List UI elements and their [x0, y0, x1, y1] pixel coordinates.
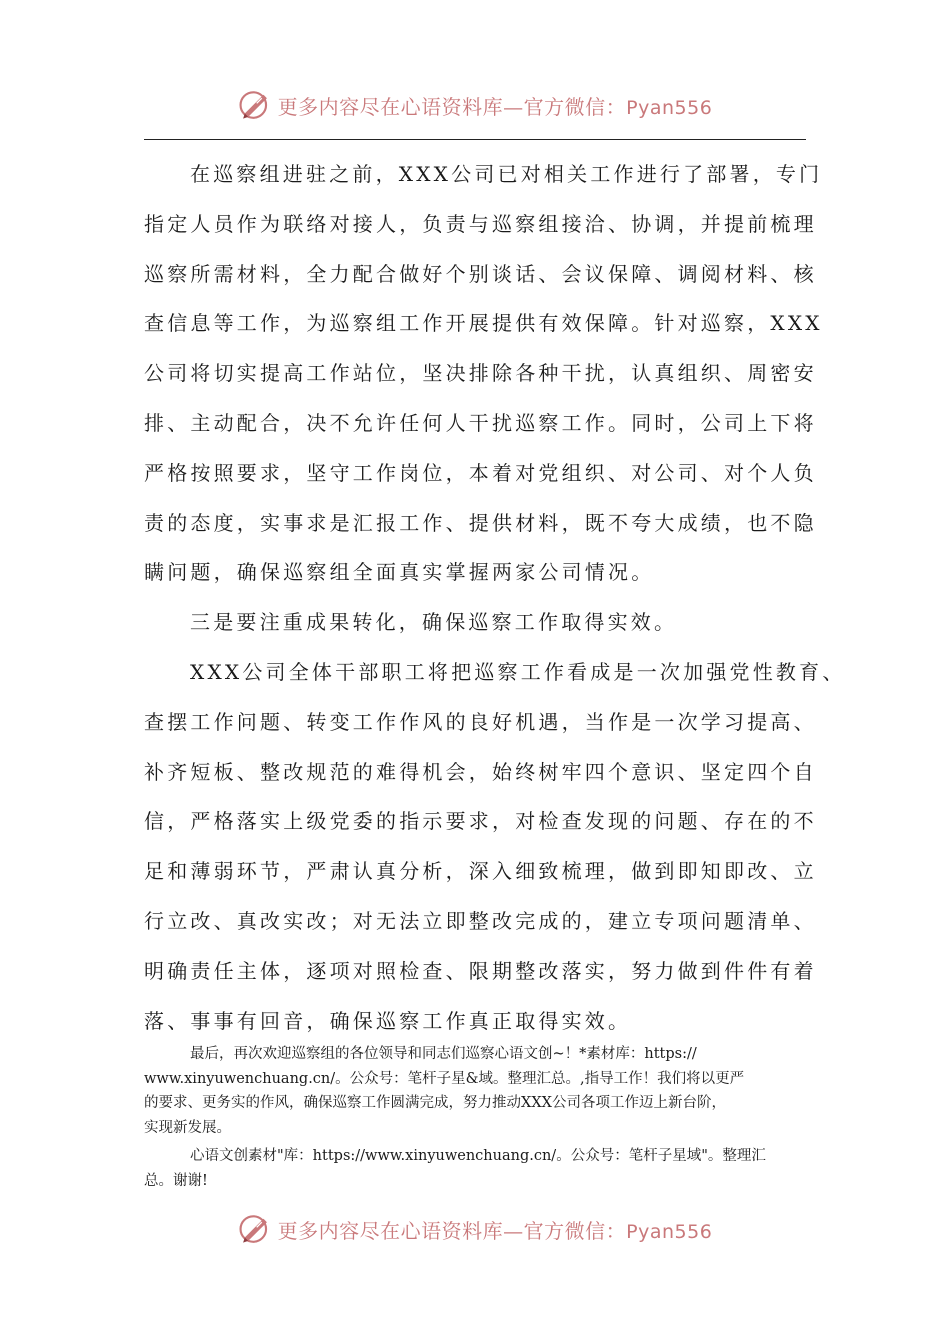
header-divider: [144, 139, 806, 140]
text-line: 补齐短板、整改规范的难得机会，始终树牢四个意识、坚定四个自: [144, 759, 817, 784]
text-line: 瞒问题，确保巡察组全面真实掌握两家公司情况。: [144, 560, 655, 585]
text-line: 足和薄弱环节，严肃认真分析，深入细致梳理，做到即知即改、立: [144, 859, 817, 884]
banner-text: [278, 1215, 713, 1244]
small-text-line: www.xinyuwenchuang.cn/。公众号：笔杆子星&域。整理汇总。,指导工作！我们将以更严: [144, 1070, 745, 1087]
text-line: 排、主动配合，决不允许任何人干扰巡察工作。同时，公司上下将: [144, 410, 817, 435]
text-line: 巡察所需材料，全力配合做好个别谈话、会议保障、调阅材料、核: [144, 261, 817, 286]
small-text-line: 最后，再次欢迎巡察组的各位领导和同志们巡察心语文创~！*素材库：https://: [190, 1046, 697, 1062]
text-line: XXX公司全体干部职工将把巡察工作看成是一次加强党性教育、: [190, 659, 846, 684]
section-heading-3: [144, 598, 824, 648]
pen-logo-icon: [238, 88, 272, 122]
text-line: 查摆工作问题、转变工作作风的良好机遇，当作是一次学习提高、: [144, 709, 817, 734]
document-body: [144, 150, 846, 1046]
text-line: 明确责任主体，逐项对照检查、限期整改落实，努力做到件件有着: [144, 958, 817, 983]
small-text-line: 总。谢谢!: [144, 1172, 208, 1189]
small-text-line: 心语文创素材"库：https://www.xinyuwenchuang.cn/。公众号：笔杆子星域"。整理汇: [190, 1148, 766, 1164]
closing-paragraph-2: [144, 1144, 824, 1193]
text-line: 信，严格落实上级党委的指示要求，对检查发现的问题、存在的不: [144, 809, 817, 834]
text-line: 公司将切实提高工作站位，坚决排除各种干扰，认真组织、周密安: [144, 361, 817, 386]
closing-notes: [144, 1042, 824, 1193]
banner-text-cn: 更多内容尽在心语资料库—官方微信：: [277, 94, 627, 119]
banner-text-cn: 更多内容尽在心语资料库—官方微信：: [277, 1218, 627, 1243]
paragraph-2: [144, 648, 846, 1046]
text-line: 行立改、真改实改；对无法立即整改完成的，建立专项问题清单、: [144, 908, 817, 933]
text-line: 落、事事有回音，确保巡察工作真正取得实效。: [144, 1008, 632, 1033]
paragraph-1: [144, 150, 824, 598]
text-line: 查信息等工作，为巡察组工作开展提供有效保障。针对巡察，XXX: [144, 311, 823, 336]
banner-text-wechat-id: Pyan556: [626, 1220, 713, 1243]
text-line: 严格按照要求，坚守工作岗位，本着对党组织、对公司、对个人负: [144, 460, 817, 485]
closing-paragraph-1: [144, 1042, 824, 1140]
footer-banner: [0, 1207, 950, 1251]
text-line: 责的态度，实事求是汇报工作、提供材料，既不夸大成绩，也不隐: [144, 510, 817, 535]
text-line: 三是要注重成果转化，确保巡察工作取得实效。: [190, 610, 678, 635]
banner-text: [278, 91, 713, 120]
banner-text-wechat-id: Pyan556: [626, 96, 713, 119]
text-line: 指定人员作为联络对接人，负责与巡察组接洽、协调，并提前梳理: [144, 211, 817, 236]
pen-logo-icon: [238, 1212, 272, 1246]
header-banner: [0, 83, 950, 127]
small-text-line: 实现新发展。: [144, 1119, 231, 1136]
text-line: 在巡察组进驻之前，XXX公司已对相关工作进行了部署，专门: [190, 162, 823, 186]
small-text-line: 的要求、更务实的作风，确保巡察工作圆满完成，努力推动XXX公司各项工作迈上新台阶，: [144, 1095, 726, 1111]
